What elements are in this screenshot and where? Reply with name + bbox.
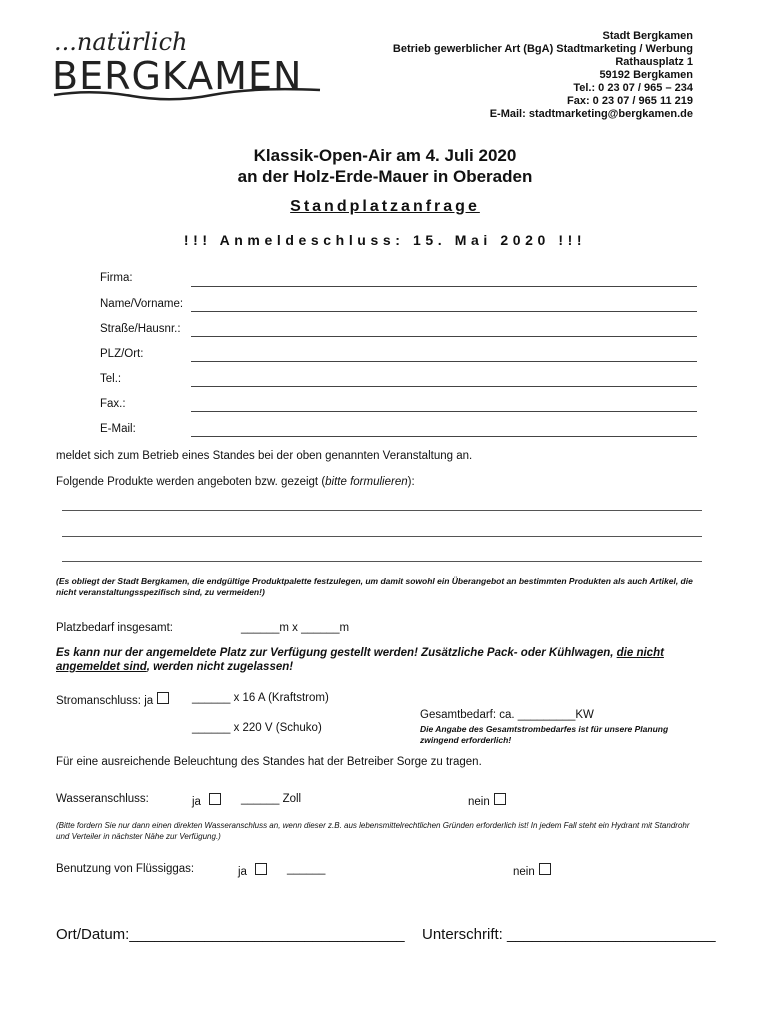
products-prompt-hint: bitte formulieren	[325, 476, 408, 488]
field-label-name: Name/Vorname:	[100, 298, 184, 310]
products-line[interactable]	[62, 510, 702, 511]
space-required-field[interactable]: ______m x ______m	[241, 622, 350, 634]
water-yes	[192, 793, 221, 808]
field-label-fax: Fax.:	[100, 398, 126, 410]
gas-yes-checkbox[interactable]	[255, 863, 267, 875]
gas-no-label: nein	[513, 866, 535, 878]
sender-line: Stadt Bergkamen	[602, 30, 693, 42]
products-prompt-part: ):	[407, 476, 415, 488]
document-title	[0, 145, 770, 187]
gas-no-checkbox[interactable]	[539, 863, 551, 875]
power-label-text: Stromanschluss: ja	[56, 695, 154, 707]
gas-blank-field[interactable]: ______	[287, 863, 326, 875]
water-inch-field[interactable]: ______ Zoll	[241, 793, 302, 805]
sender-line: Rathausplatz 1	[615, 56, 693, 68]
field-line-email[interactable]	[191, 436, 697, 437]
field-line-strasse[interactable]	[191, 336, 697, 337]
document-subtitle: Standplatzanfrage	[290, 198, 480, 215]
signature-field[interactable]: Unterschrift: _________________________	[422, 926, 716, 943]
products-prompt-part: Folgende Produkte werden angeboten bzw. gezeigt (	[56, 476, 326, 488]
field-line-name[interactable]	[191, 311, 697, 312]
registration-statement: meldet sich zum Betrieb eines Standes bei der oben genannten Veranstaltung an.	[56, 450, 473, 462]
total-demand-hint: Die Angabe des Gesamtstrombedarfes ist für unsere Planung zwingend erforderlich!	[420, 724, 669, 745]
space-required-label: Platzbedarf insgesamt:	[56, 622, 173, 634]
field-label-plz: PLZ/Ort:	[100, 348, 144, 360]
products-prompt	[56, 476, 415, 488]
field-label-email: E-Mail:	[100, 423, 136, 435]
water-yes-checkbox[interactable]	[209, 793, 221, 805]
sender-line: Betrieb gewerblicher Art (BgA) Stadtmarketing / Werbung	[392, 43, 693, 55]
logo-wave-icon	[52, 86, 322, 102]
title-line-2: an der Holz-Erde-Mauer in Oberaden	[237, 167, 533, 186]
sender-line: Fax: 0 23 07 / 965 11 219	[567, 95, 693, 107]
place-date-field[interactable]: Ort/Datum:_________________________________	[56, 926, 405, 943]
field-line-plz[interactable]	[191, 361, 697, 362]
water-no-label: nein	[468, 796, 490, 808]
gas-yes	[238, 863, 267, 878]
water-connection-label: Wasseranschluss:	[56, 793, 149, 805]
water-no-checkbox[interactable]	[494, 793, 506, 805]
warning-part: Es kann nur der angemeldete Platz zur Verfügung gestellt werden! Zusätzliche Pack- oder Kühlwagen,	[56, 647, 617, 659]
power-yes-checkbox[interactable]	[157, 692, 169, 704]
field-label-strasse: Straße/Hausnr.:	[100, 323, 181, 335]
products-line[interactable]	[62, 536, 702, 537]
field-label-firma: Firma:	[100, 272, 133, 284]
power-connection-label	[56, 692, 169, 707]
gas-no	[513, 863, 551, 878]
water-no	[468, 793, 506, 808]
field-label-tel: Tel.:	[100, 373, 122, 385]
liquid-gas-label: Benutzung von Flüssiggas:	[56, 863, 195, 875]
field-line-firma[interactable]	[191, 286, 697, 287]
water-yes-label: ja	[192, 796, 201, 808]
space-warning	[56, 646, 696, 674]
total-demand-field[interactable]: Gesamtbedarf: ca. _________KW	[420, 709, 594, 721]
warning-emphasis: die nicht angemeldet sind	[56, 647, 664, 673]
gas-yes-label: ja	[238, 866, 247, 878]
logo-tagline: ...natürlich	[54, 28, 188, 56]
field-line-fax[interactable]	[191, 411, 697, 412]
logo-wordmark: BERGKAMEN	[52, 54, 303, 98]
warning-part: , werden nicht zugelassen!	[146, 661, 294, 673]
water-hint: (Bitte fordern Sie nur dann einen direkten Wasseranschluss an, wenn dieser z.B. aus lebensmittelrechtlichen Gründen erforderlich ist! In jedem Fall steht ein Hydrant mit Standrohr und Verteiler in nächster Nähe zur Verfügung.)	[56, 821, 690, 841]
deadline-notice: !!! Anmeldeschluss: 15. Mai 2020 !!!	[183, 232, 587, 248]
power-220v-field[interactable]: ______ x 220 V (Schuko)	[192, 722, 322, 734]
power-16a-field[interactable]: ______ x 16 A (Kraftstrom)	[192, 692, 329, 704]
product-range-note: (Es obliegt der Stadt Bergkamen, die endgültige Produktpalette festzulegen, um damit sowohl ein Überangebot an bestimmten Produkten als auch Artikel, die nicht veranstaltungsspezifisch sind, zu vermeiden!)	[56, 576, 693, 597]
field-line-tel[interactable]	[191, 386, 697, 387]
lighting-note: Für eine ausreichende Beleuchtung des Standes hat der Betreiber Sorge zu tragen.	[56, 756, 482, 768]
sender-address	[393, 30, 693, 121]
title-line-1: Klassik-Open-Air am 4. Juli 2020	[253, 146, 517, 165]
sender-line: Tel.: 0 23 07 / 965 – 234	[573, 82, 693, 94]
products-line[interactable]	[62, 561, 702, 562]
sender-line: 59192 Bergkamen	[599, 69, 693, 81]
sender-line: E-Mail: stadtmarketing@bergkamen.de	[489, 108, 693, 120]
